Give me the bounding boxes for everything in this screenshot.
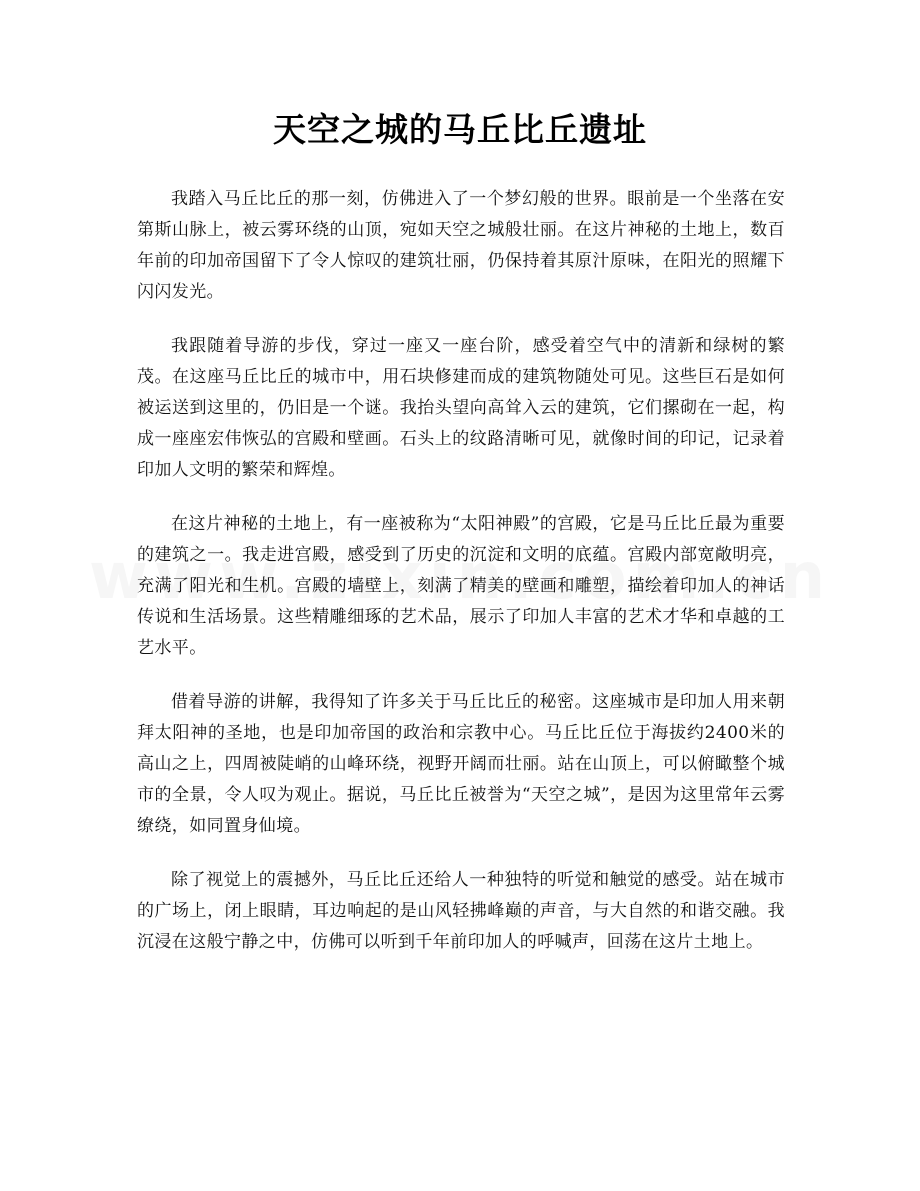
paragraph-1: 我踏入马丘比丘的那一刻，仿佛进入了一个梦幻般的世界。眼前是一个坐落在安第斯山脉上，被云雾环绕的山顶，宛如天空之城般壮丽。在这片神秘的土地上，数百年前的印加帝国留下了令人惊叹的建筑壮丽，仍保持着其原汁原味，在阳光的照耀下闪闪发光。 [137,189,785,302]
paragraph-3: 在这片神秘的土地上，有一座被称为“太阳神殿”的宫殿，它是马丘比丘最为重要的建筑之一。我走进宫殿，感受到了历史的沉淀和文明的底蕴。宫殿内部宽敞明亮，充满了阳光和生机。宫殿的墙壁上，刻满了精美的壁画和雕塑，描绘着印加人的神话传说和生活场景。这些精雕细琢的艺术品，展示了印加人丰富的艺术才华和卓越的工艺水平。 [137,514,785,658]
page-title: 天空之城的马丘比丘遗址 [273,110,647,149]
paragraph-2: 我跟随着导游的步伐，穿过一座又一座台阶，感受着空气中的清新和绿树的繁茂。在这座马丘比丘的城市中，用石块修建而成的建筑物随处可见。这些巨石是如何被运送到这里的，仍旧是一个谜。我抬头望向高耸入云的建筑，它们摞砌在一起，构成一座座宏伟恢弘的宫殿和壁画。石头上的纹路清晰可见，就像时间的印记，记录着印加人文明的繁荣和辉煌。 [137,336,785,480]
paragraph-4: 借着导游的讲解，我得知了许多关于马丘比丘的秘密。这座城市是印加人用来朝拜太阳神的圣地，也是印加帝国的政治和宗教中心。马丘比丘位于海拔约2400米的高山之上，四周被陡峭的山峰环绕，视野开阔而壮丽。站在山顶上，可以俯瞰整个城市的全景，令人叹为观止。据说，马丘比丘被誉为“天空之城”，是因为这里常年云雾缭绕，如同置身仙境。 [137,692,785,836]
article-body [137,184,785,981]
paragraph-5: 除了视觉上的震撼外，马丘比丘还给人一种独特的听觉和触觉的感受。站在城市的广场上，闭上眼睛，耳边响起的是山风轻拂峰巅的声音，与大自然的和谐交融。我沉浸在这般宁静之中，仿佛可以听到千年前印加人的呼喊声，回荡在这片土地上。 [137,870,785,952]
